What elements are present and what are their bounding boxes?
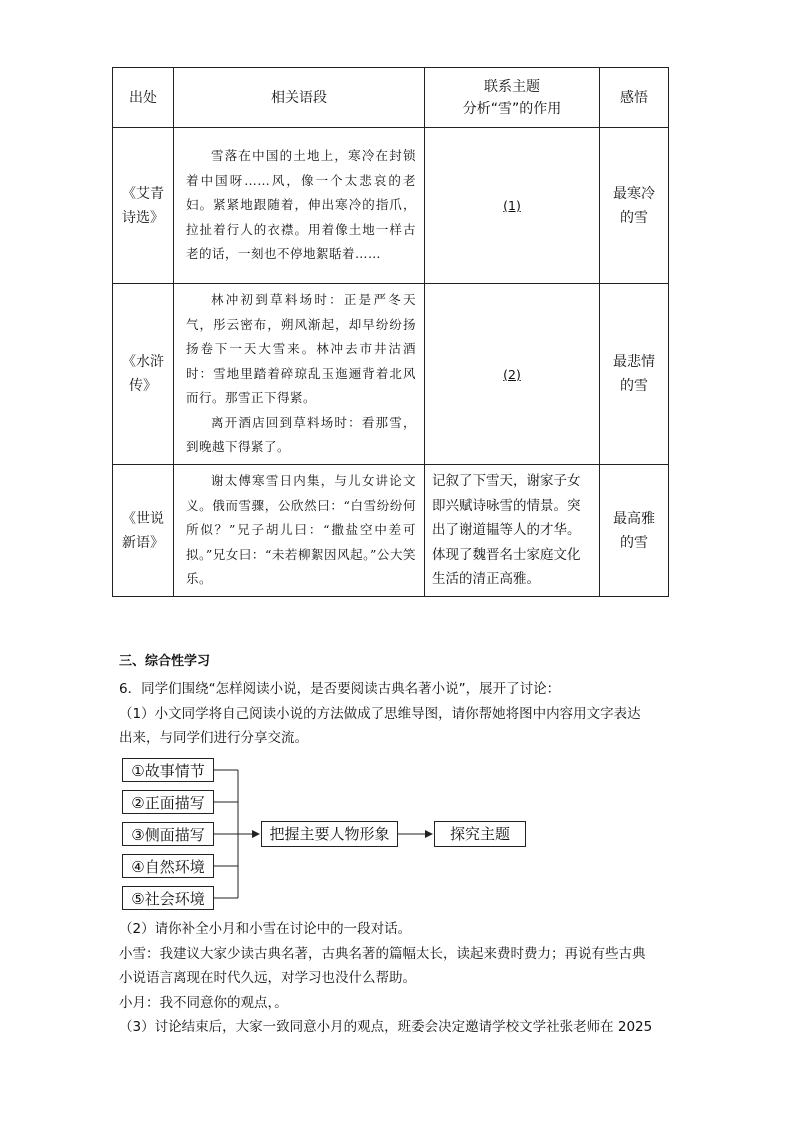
feeling-line: 最寒冷 — [613, 185, 655, 202]
dialogue-xiaoyue: 小月：我不同意你的观点，。 — [119, 995, 288, 1011]
source-line: 新语》 — [122, 534, 164, 551]
question-stem: 6．同学们围绕“怎样阅读小说，是否要阅读古典名著小说”，展开了讨论： — [119, 681, 561, 697]
header-theme-line2: 分析“雪”的作用 — [462, 100, 562, 117]
header-feeling: 感悟 — [600, 68, 669, 128]
mindmap-item: ⑤社会环境 — [122, 886, 214, 910]
source-line: 诗选》 — [122, 209, 164, 226]
source-line: 传》 — [129, 378, 157, 394]
subquestion-1-line1: （1）小文同学将自己阅读小说的方法做成了思维导图，请你帮她将图中内容用文字表达 — [119, 706, 641, 722]
answer-blank-1[interactable]: (1) — [503, 198, 521, 213]
dialogue-xiaoxue-line1: 小雪：我建议大家少读古典名著，古典名著的篇幅太长，读起来费时费力；再说有些古典 — [119, 946, 646, 962]
dialogue-xiaoxue-line2: 小说语言离现在时代久远，对学习也没什么帮助。 — [119, 970, 416, 986]
theme-cell: 记叙了下雪天，谢家子女即兴赋诗咏雪的情景。突出了谢道韫等人的才华。体现了魏晋名士家庭文化生活的清正高雅。 — [425, 465, 600, 597]
feeling-line: 最悲情 — [613, 354, 655, 370]
passage-text: 离开酒店回到草料场时：看那雪，到晚越下得紧了。 — [186, 414, 416, 455]
mindmap-item: ①故事情节 — [122, 758, 214, 782]
source-line: 《艾青 — [122, 185, 164, 202]
subquestion-1-line2: 出来，与同学们进行分享交流。 — [119, 730, 308, 746]
passage-text: 谢太傅寒雪日内集，与儿女讲论文义。俄而雪骤，公欣然曰：“白雪纷纷何所似？”兄子胡儿曰：“撒盐空中差可拟。”兄女曰：“未若柳絮因风起。”公大笑乐。 — [186, 473, 416, 587]
header-source: 出处 — [113, 68, 174, 128]
header-theme-line1: 联系主题 — [484, 78, 540, 95]
mindmap-item: ②正面描写 — [122, 790, 214, 814]
section-title: 三、综合性学习 — [119, 654, 211, 669]
source-line: 《水浒 — [122, 354, 164, 370]
feeling-line: 的雪 — [620, 378, 648, 394]
mindmap-item: ④自然环境 — [122, 854, 214, 878]
subquestion-2: （2）请你补全小月和小雪在讨论中的一段对话。 — [119, 921, 412, 937]
mindmap-end: 探究主题 — [434, 821, 526, 847]
mindmap-item: ③侧面描写 — [122, 822, 214, 846]
passage-text: 林冲初到草料场时：正是严冬天气，彤云密布，朔风渐起，却早纷纷扬扬卷下一天大雪来。林冲去市井沽酒时：雪地里踏着碎琼乱玉迤逦背着北风而行。那雪正下得紧。 — [186, 292, 416, 406]
mindmap-center: 把握主要人物形象 — [261, 821, 398, 847]
subquestion-3: （3）讨论结束后，大家一致同意小月的观点，班委会决定邀请学校文学社张老师在 2025 — [119, 1019, 653, 1035]
passage-text: 雪落在中国的土地上，寒冷在封锁着中国呀……风，像一个太悲哀的老妇。紧紧地跟随着，伸出寒冷的指爪，拉扯着行人的衣襟。用着像土地一样古老的话，一刻也不停地絮聒着…… — [186, 148, 416, 262]
answer-blank-2[interactable]: (2) — [503, 366, 521, 382]
header-passage: 相关语段 — [174, 68, 425, 128]
source-line: 《世说 — [122, 510, 164, 527]
feeling-line: 的雪 — [620, 209, 648, 226]
feeling-line: 最高雅 — [613, 510, 655, 527]
feeling-line: 的雪 — [620, 534, 648, 551]
